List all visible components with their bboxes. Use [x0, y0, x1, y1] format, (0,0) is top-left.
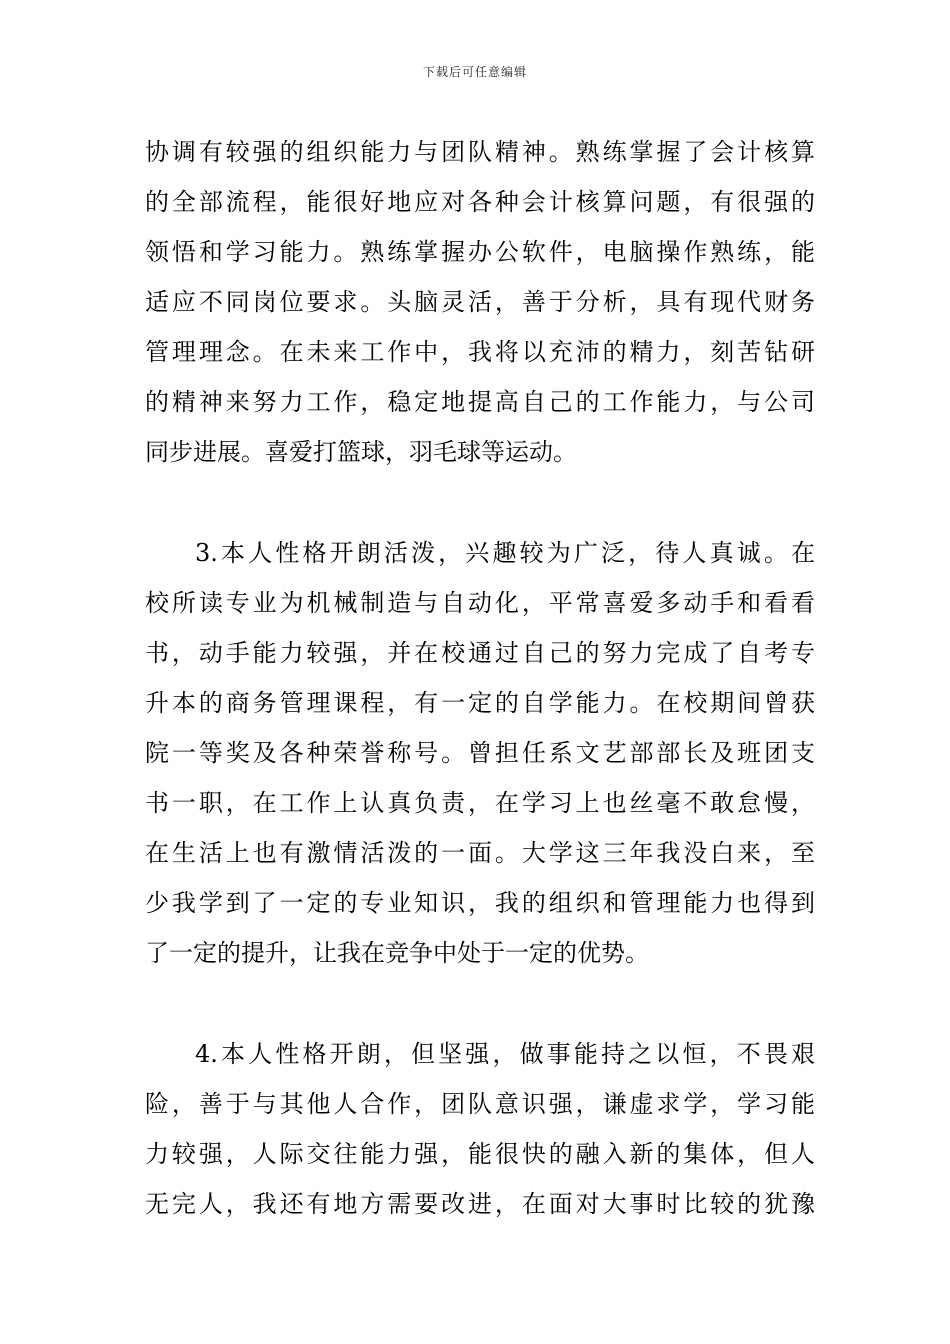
paragraph-gap [145, 477, 815, 528]
paragraph-gap [145, 978, 815, 1029]
document-body [145, 127, 815, 1229]
text-line: 院一等奖及各种荣誉称号。曾担任系文艺部部长及班团支 [145, 739, 815, 767]
text-line: 险，善于与其他人合作，团队意识强，谦虚求学，学习能 [145, 1090, 815, 1118]
text-line: 领悟和学习能力。熟练掌握办公软件，电脑操作熟练，能 [145, 238, 815, 266]
text-line: 4.本人性格开朗，但坚强，做事能持之以恒，不畏艰 [195, 1040, 815, 1068]
text-line: 力较强，人际交往能力强，能很快的融入新的集体，但人 [145, 1140, 815, 1168]
text-line: 升本的商务管理课程，有一定的自学能力。在校期间曾获 [145, 689, 815, 717]
text-line: 3.本人性格开朗活泼，兴趣较为广泛，待人真诚。在 [195, 539, 815, 567]
text-line: 了一定的提升，让我在竞争中处于一定的优势。 [145, 939, 649, 967]
text-line: 同步进展。喜爱打篮球，羽毛球等运动。 [145, 438, 577, 466]
paragraph-4 [145, 1029, 815, 1229]
text-line: 书，动手能力较强，并在校通过自己的努力完成了自考专 [145, 639, 815, 667]
text-line: 少我学到了一定的专业知识，我的组织和管理能力也得到 [145, 889, 815, 917]
text-line: 书一职，在工作上认真负责，在学习上也丝毫不敢怠慢， [145, 789, 815, 817]
paragraph-3 [145, 528, 815, 978]
page-header: 下载后可任意编辑 [422, 65, 527, 79]
text-line: 在生活上也有激情活泼的一面。大学这三年我没白来，至 [145, 839, 815, 867]
text-line: 的全部流程，能很好地应对各种会计核算问题，有很强的 [145, 188, 815, 216]
text-line: 协调有较强的组织能力与团队精神。熟练掌握了会计核算 [145, 138, 815, 166]
text-line: 的精神来努力工作，稳定地提高自己的工作能力，与公司 [145, 388, 815, 416]
text-line: 校所读专业为机械制造与自动化，平常喜爱多动手和看看 [145, 589, 815, 617]
paragraph-1 [145, 127, 815, 477]
text-line: 适应不同岗位要求。头脑灵活，善于分析，具有现代财务 [145, 288, 815, 316]
text-line: 管理理念。在未来工作中，我将以充沛的精力，刻苦钻研 [145, 338, 815, 366]
text-line: 无完人，我还有地方需要改进，在面对大事时比较的犹豫 [145, 1190, 815, 1218]
